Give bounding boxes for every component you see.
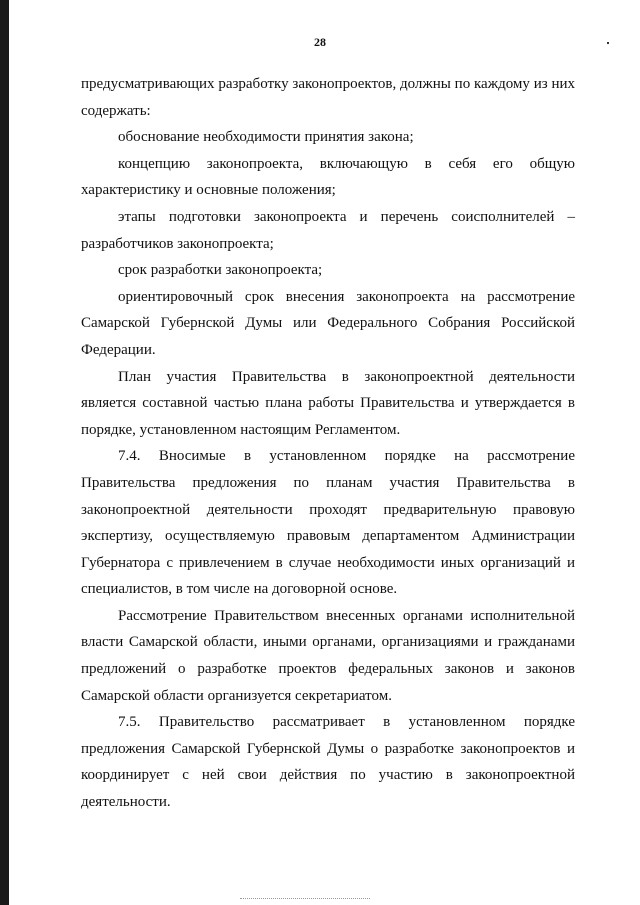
section-7-5: 7.5. Правительство рассматривает в установленном порядке предложения Самарской Губернской Думы о разработке законопроектов и координирует с ней свои действия по участию в законопроектной деятельности. xyxy=(81,714,575,811)
section-7-4: 7.4. Вносимые в установленном порядке на рассмотрение Правительства предложения по планам участия Правительства в законопроектной деятельности проходят предварительную правовую экспертизу, осуществляемую правовым департаментом Администрации Губернатора с привлечением в случае необходимости иных организаций и специалистов, в том числе на договорной основе. xyxy=(81,448,575,598)
paragraph-item: этапы подготовки законопроекта и перечень соисполнителей – разработчиков законопроекта; xyxy=(81,208,575,252)
paragraph-item: концепцию законопроекта, включающую в себя его общую характеристику и основные положения; xyxy=(81,155,575,199)
paragraph-item: обоснование необходимости принятия закона; xyxy=(118,129,414,146)
paragraph-item: срок разработки законопроекта; xyxy=(118,262,323,279)
document-body xyxy=(81,71,575,816)
page-number: 28 xyxy=(314,35,326,49)
paragraph: План участия Правительства в законопроектной деятельности является составной частью плана работы Правительства и утверждается в порядке, установленном настоящим Регламентом. xyxy=(81,368,575,438)
scan-edge-bar xyxy=(0,0,9,905)
paragraph: Рассмотрение Правительством внесенных органами исполнительной власти Самарской области, иными органами, организациями и гражданами предложений о разработке проектов федеральных законов и законов Самарской области организуется секретариатом. xyxy=(81,607,575,704)
paragraph-item: ориентировочный срок внесения законопроекта на рассмотрение Самарской Губернской Думы или Федерального Собрания Российской Федерации. xyxy=(81,288,575,358)
scan-artifact-dots xyxy=(240,898,370,899)
paragraph-continuation: предусматривающих разработку законопроектов, должны по каждому из них содержать: xyxy=(81,76,575,119)
